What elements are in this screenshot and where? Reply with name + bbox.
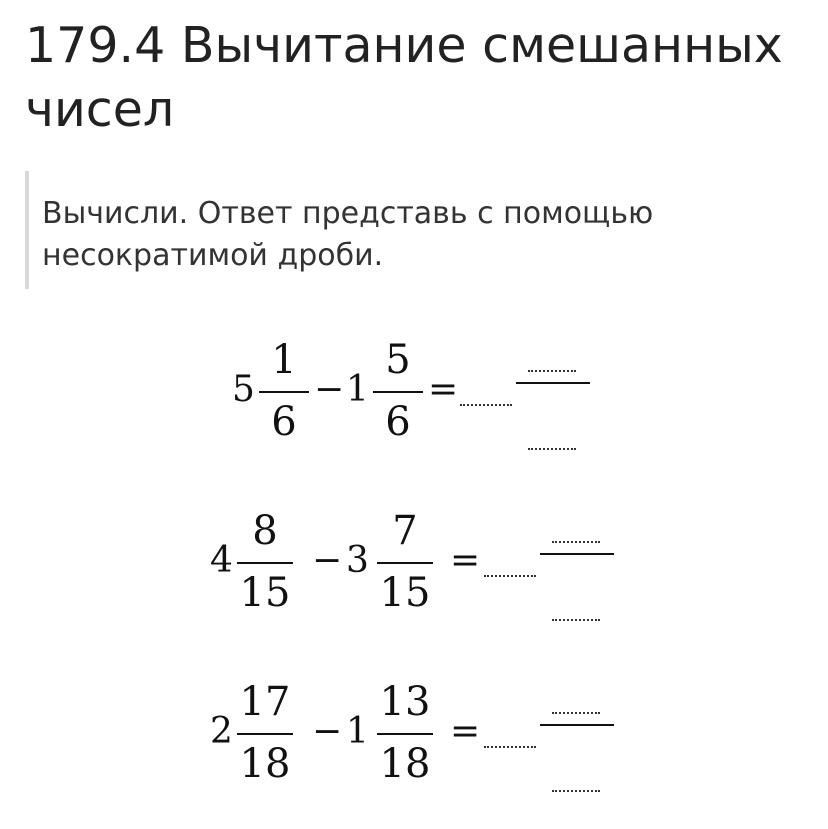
answer-whole-input[interactable] [484, 746, 536, 748]
whole-part: 3 [346, 540, 369, 581]
fraction [374, 507, 436, 627]
answer-fraction-bar [516, 382, 590, 384]
answer-fraction-bar [540, 724, 614, 726]
whole-part: 4 [210, 540, 233, 581]
numerator: 1 [271, 337, 297, 383]
answer-denominator-input[interactable] [552, 619, 600, 621]
whole-part: 1 [346, 711, 369, 752]
denominator: 18 [239, 741, 291, 787]
answer-numerator-input[interactable] [528, 370, 576, 372]
denominator: 15 [379, 570, 431, 616]
fraction-bar [237, 733, 293, 735]
exercise-3 [210, 678, 620, 798]
answer-denominator-input[interactable] [552, 790, 600, 792]
equals-sign: = [428, 369, 459, 410]
fraction-bar [373, 391, 423, 393]
exercise-2 [210, 507, 620, 627]
fraction [370, 336, 426, 456]
answer-denominator-input[interactable] [528, 448, 576, 450]
instruction-block [25, 171, 785, 289]
page-title: 179.4 Вычитание смешанных чисел [25, 17, 783, 138]
fraction [234, 507, 296, 627]
numerator: 13 [379, 679, 431, 725]
fraction [374, 678, 436, 798]
fraction-bar [377, 733, 433, 735]
answer-fraction-bar [540, 553, 614, 555]
minus-sign: − [312, 711, 343, 752]
exercise-1 [232, 336, 592, 456]
answer-fraction [540, 678, 616, 798]
instruction-text: Вычисли. Ответ представь с помощью несократимой дроби. [42, 196, 654, 273]
fraction-bar [237, 562, 293, 564]
answer-whole-input[interactable] [484, 575, 536, 577]
answer-fraction [540, 507, 616, 627]
minus-sign: − [314, 369, 345, 410]
answer-numerator-input[interactable] [552, 712, 600, 714]
fraction [234, 678, 296, 798]
denominator: 6 [271, 399, 297, 445]
denominator: 15 [239, 570, 291, 616]
numerator: 5 [385, 337, 411, 383]
answer-numerator-input[interactable] [552, 541, 600, 543]
denominator: 6 [385, 399, 411, 445]
numerator: 17 [239, 679, 291, 725]
fraction-bar [259, 391, 309, 393]
answer-whole-input[interactable] [460, 404, 512, 406]
answer-fraction [516, 336, 592, 456]
fraction [256, 336, 312, 456]
equals-sign: = [450, 540, 481, 581]
minus-sign: − [312, 540, 343, 581]
fraction-bar [377, 562, 433, 564]
whole-part: 2 [210, 711, 233, 752]
whole-part: 5 [232, 369, 255, 410]
denominator: 18 [379, 741, 431, 787]
numerator: 8 [252, 508, 278, 554]
equals-sign: = [450, 711, 481, 752]
numerator: 7 [392, 508, 418, 554]
whole-part: 1 [346, 369, 369, 410]
